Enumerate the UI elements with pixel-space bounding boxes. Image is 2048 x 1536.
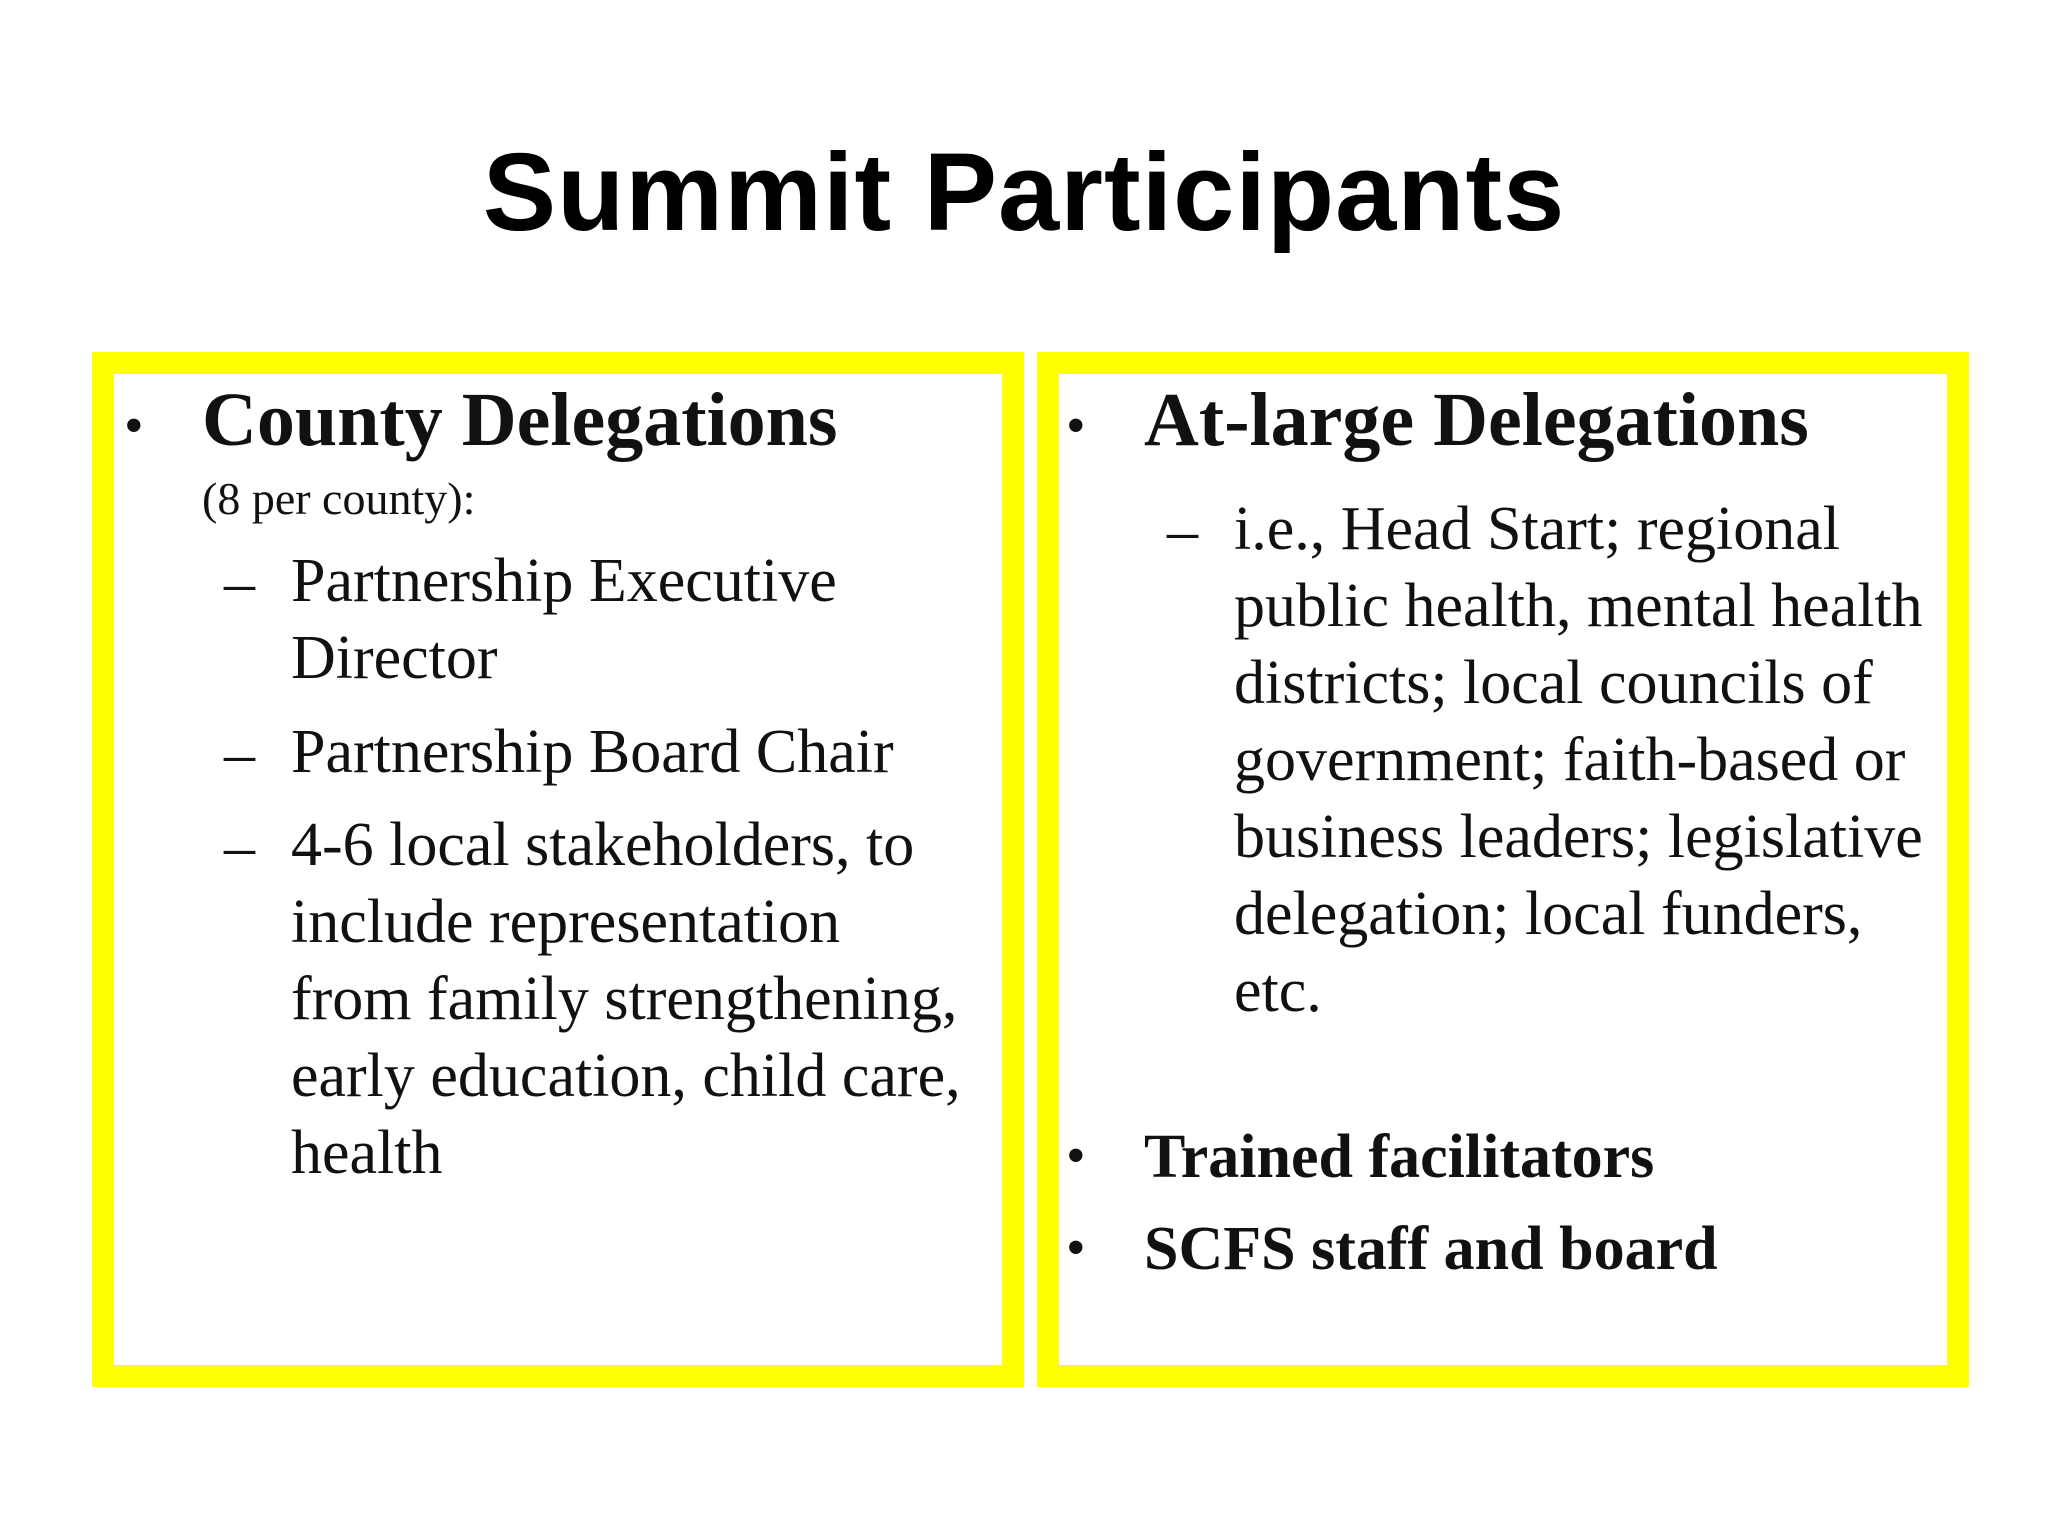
county-item-executive-director: Partnership Executive Director <box>291 547 837 692</box>
county-item-board-chair: Partnership Board Chair <box>291 718 894 786</box>
bullet-scfs-staff: • <box>1066 1217 1086 1279</box>
dash-item-2: – <box>224 720 255 788</box>
at-large-examples: i.e., Head Start; regional public health, mental health districts; local councils of government; faith-based or business leaders; legislative delegation; local funders, etc. <box>1234 495 1923 1025</box>
dash-at-large-item: – <box>1167 497 1198 565</box>
at-large-delegations-heading: At-large Delegations <box>1144 378 1809 462</box>
dash-item-1: – <box>224 549 255 617</box>
bullet-county-delegations: • <box>124 395 144 457</box>
bullet-trained-facilitators: • <box>1066 1125 1086 1187</box>
dash-item-3: – <box>224 813 255 881</box>
bullet-at-large-delegations: • <box>1066 395 1086 457</box>
county-item-local-stakeholders: 4-6 local stakeholders, to include representation from family strengthening, early education, child care, health <box>291 811 961 1187</box>
scfs-staff-and-board: SCFS staff and board <box>1144 1215 1718 1283</box>
county-delegations-heading: County Delegations <box>202 378 838 462</box>
trained-facilitators: Trained facilitators <box>1144 1123 1655 1191</box>
slide-title: Summit Participants <box>482 131 1566 254</box>
per-county-note: (8 per county): <box>202 473 476 524</box>
